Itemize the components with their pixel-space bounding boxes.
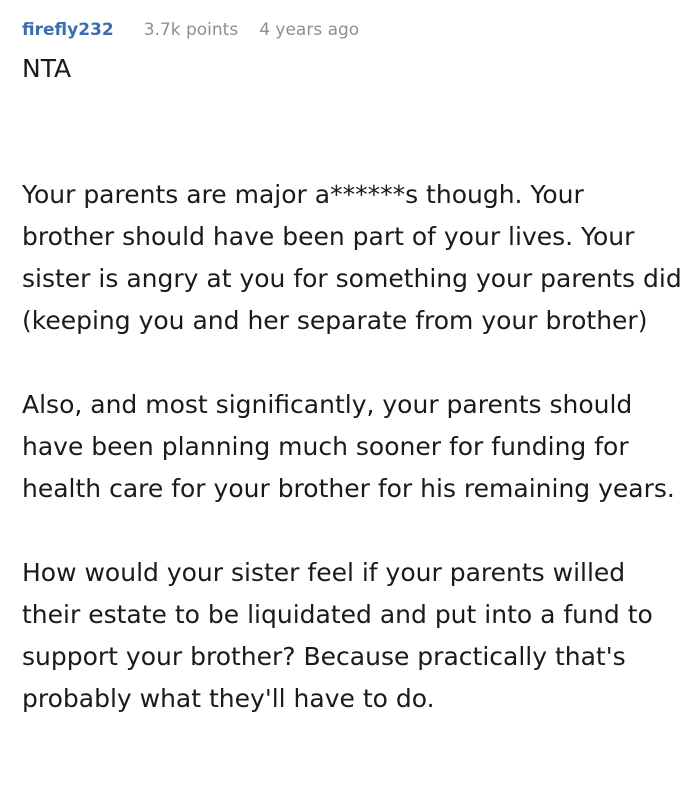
- comment-paragraph: Also, and most significantly, your parents should have been planning much sooner for funding for health care for your brother for his remaining years.: [22, 390, 675, 503]
- comment-paragraph: How would your sister feel if your parents willed their estate to be liquidated and put into a fund to support your brother? Because practically that's probably what they'll have to do.: [22, 558, 653, 713]
- paragraph-gap: [22, 342, 682, 384]
- comment-paragraph: NTA: [22, 54, 72, 83]
- username-link[interactable]: firefly232: [22, 20, 114, 40]
- comment-body: [22, 48, 682, 720]
- comment-meta: [22, 0, 682, 42]
- paragraph-gap: [22, 90, 682, 174]
- points-count: 3.7k points: [143, 20, 239, 40]
- comment: [22, 0, 682, 720]
- comment-paragraph: Your parents are major a******s though. Your brother should have been part of your lives. Your sister is angry at you for something your parents did (keeping you and her separate from your brother): [22, 180, 682, 335]
- timestamp: 4 years ago: [259, 20, 360, 40]
- paragraph-gap: [22, 510, 682, 552]
